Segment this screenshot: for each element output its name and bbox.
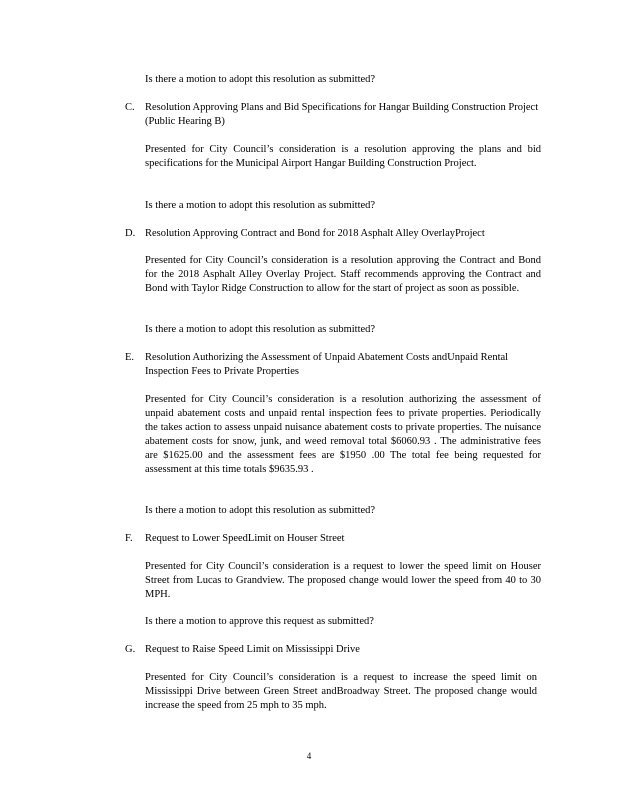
- motion-question: Is there a motion to adopt this resolution as submitted?: [145, 74, 376, 85]
- item-letter: D.: [125, 228, 136, 239]
- item-body: Presented for City Council’s consideration is a resolution approving the Contract and Bond for the 2018 Asphalt Alley Overlay Project. Staff recommends approving the Contract and Bond with Taylor Ridge Construction to allow for the start of project as soon as possible.: [145, 255, 541, 294]
- item-title: Resolution Authorizing the Assessment of Unpaid Abatement Costs andUnpaid Rental Inspection Fees to Private Properties: [145, 352, 509, 377]
- item-title: Request to Lower SpeedLimit on Houser Street: [145, 533, 345, 544]
- item-body: Presented for City Council’s consideration is a resolution authorizing the assessment of unpaid abatement costs and unpaid rental inspection fees to private properties. Periodically the takes action to assess unpaid nuisance abatement costs to private properties. The nuisance abatement costs for snow, junk, and weed removal total $6060.93 . The administrative fees are $1625.00 and the assessment fees are $1950 .00 The total fee being requested for assessment at this time totals $9635.93 .: [145, 394, 541, 475]
- item-title: Request to Raise Speed Limit on Mississippi Drive: [145, 644, 360, 655]
- item-body: Presented for City Council’s consideration is a resolution approving the plans and bid specifications for the Municipal Airport Hangar Building Construction Project.: [145, 144, 541, 169]
- item-letter: F.: [125, 533, 133, 544]
- item-body: Presented for City Council’s consideration is a request to lower the speed limit on Houser Street from Lucas to Grandview. The proposed change would lower the speed from 40 to 30 MPH.: [145, 561, 541, 600]
- motion-question: Is there a motion to adopt this resolution as submitted?: [145, 505, 376, 516]
- item-letter: E.: [125, 352, 135, 363]
- page-number: 4: [306, 751, 312, 761]
- item-body: Presented for City Council’s consideration is a request to increase the speed limit on Mississippi Drive between Green Street andBroadway Street. The proposed change would increase the speed from 25 mph to 35 mph.: [145, 672, 537, 711]
- motion-question: Is there a motion to approve this request as submitted?: [145, 616, 374, 627]
- motion-question: Is there a motion to adopt this resolution as submitted?: [145, 200, 376, 211]
- item-letter: G.: [125, 644, 136, 655]
- item-letter: C.: [125, 102, 135, 113]
- item-title: Resolution Approving Contract and Bond for 2018 Asphalt Alley OverlayProject: [145, 228, 485, 239]
- motion-question: Is there a motion to adopt this resolution as submitted?: [145, 324, 376, 335]
- item-title: Resolution Approving Plans and Bid Specifications for Hangar Building Construction Project (Public Hearing B): [145, 102, 539, 127]
